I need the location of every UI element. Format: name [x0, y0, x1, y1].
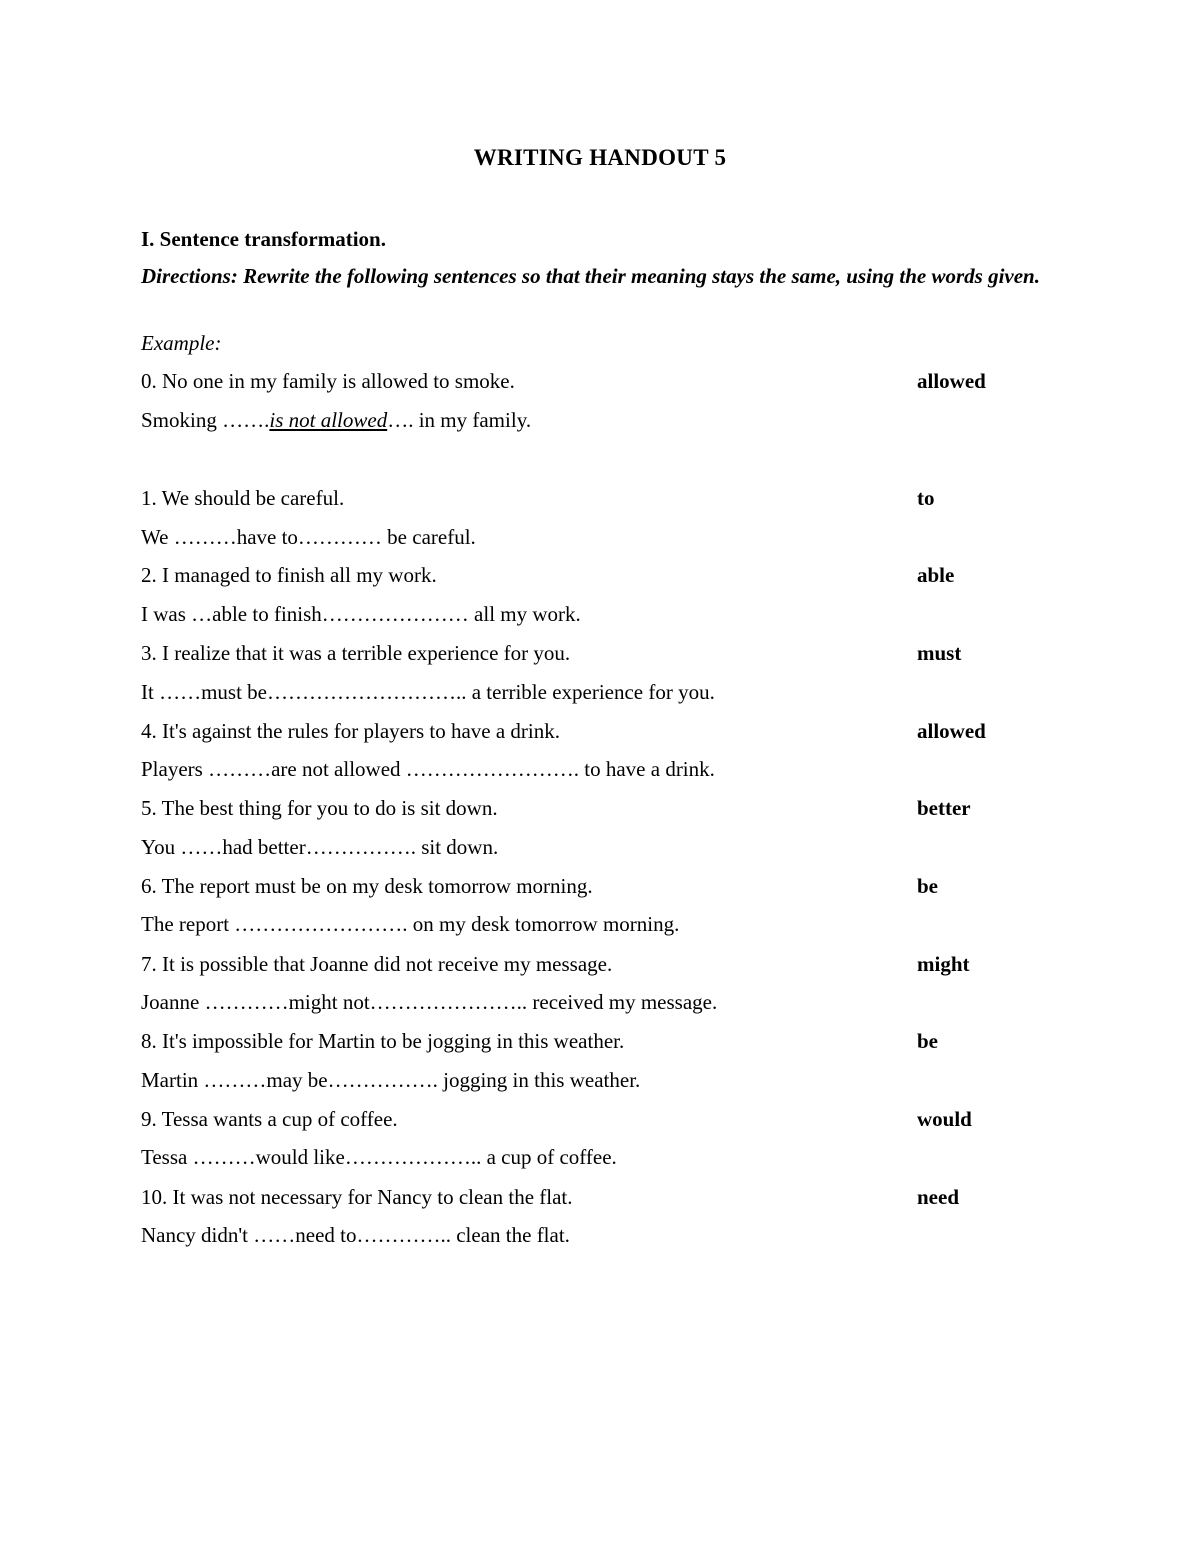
item-prompt: 3. I realize that it was a terrible experience for you. — [141, 641, 571, 665]
item-answer: Players ………are not allowed ……………………. to have a drink. — [141, 757, 715, 781]
example-keyword: allowed — [917, 369, 986, 393]
example-prompt: 0. No one in my family is allowed to smoke. — [141, 369, 515, 393]
item-answer: Tessa ………would like……………….. a cup of coffee. — [141, 1145, 617, 1169]
item-prompt: 6. The report must be on my desk tomorrow morning. — [141, 874, 593, 898]
item-prompt: 9. Tessa wants a cup of coffee. — [141, 1107, 398, 1131]
item-prompt: 10. It was not necessary for Nancy to clean the flat. — [141, 1185, 573, 1209]
example-answer-after: …. in my family. — [387, 408, 532, 432]
item-keyword: would — [917, 1107, 972, 1131]
item-answer: It ……must be……………………….. a terrible experience for you. — [141, 680, 715, 704]
item-prompt: 8. It's impossible for Martin to be jogging in this weather. — [141, 1029, 625, 1053]
item-prompt: 2. I managed to finish all my work. — [141, 563, 437, 587]
example-answer-fill: is not allowed — [269, 408, 388, 432]
item-answer: You ……had better……………. sit down. — [141, 835, 499, 859]
item-answer: I was …able to finish………………… all my work. — [141, 602, 581, 626]
item-keyword: need — [917, 1185, 959, 1209]
item-keyword: to — [917, 486, 935, 510]
item-answer: The report ……………………. on my desk tomorrow morning. — [141, 912, 680, 936]
item-keyword: allowed — [917, 719, 986, 743]
item-prompt: 1. We should be careful. — [141, 486, 345, 510]
directions-text: Directions: Rewrite the following sentences so that their meaning stays the same, using the words given. — [141, 264, 1040, 288]
item-answer: We ………have to………… be careful. — [141, 525, 476, 549]
item-keyword: must — [917, 641, 962, 665]
example-label: Example: — [141, 331, 222, 355]
item-answer: Martin ………may be……………. jogging in this weather. — [141, 1068, 641, 1092]
item-keyword: might — [917, 952, 970, 976]
item-answer: Joanne …………might not………………….. received my message. — [141, 990, 718, 1014]
item-keyword: be — [917, 874, 938, 898]
item-prompt: 7. It is possible that Joanne did not receive my message. — [141, 952, 613, 976]
example-answer — [141, 407, 531, 433]
item-answer: Nancy didn't ……need to………….. clean the flat. — [141, 1223, 570, 1247]
item-prompt: 5. The best thing for you to do is sit down. — [141, 796, 498, 820]
item-keyword: be — [917, 1029, 938, 1053]
item-keyword: able — [917, 563, 955, 587]
item-keyword: better — [917, 796, 971, 820]
page-title: WRITING HANDOUT 5 — [473, 145, 727, 170]
section-heading: I. Sentence transformation. — [141, 227, 386, 251]
example-answer-before: Smoking ……. — [141, 408, 270, 432]
item-prompt: 4. It's against the rules for players to have a drink. — [141, 719, 560, 743]
